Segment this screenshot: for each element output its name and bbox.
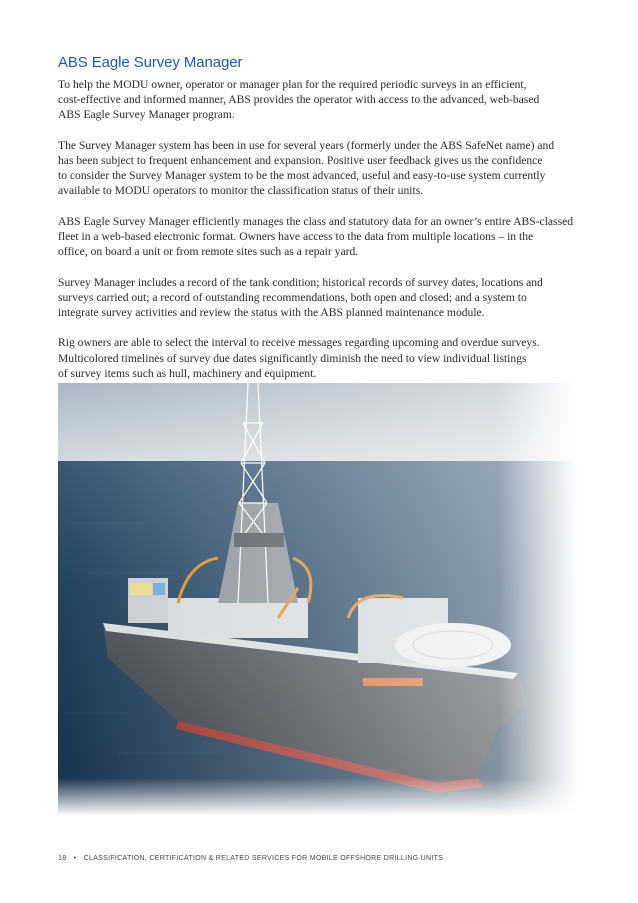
text-line: office, on board a unit or from remote sites such as a repair yard. xyxy=(58,245,359,259)
footer-bullet: • xyxy=(73,855,77,862)
footer-text: CLASSIFICATION, CERTIFICATION & RELATED SERVICES FOR MOBILE OFFSHORE DRILLING UNITS xyxy=(83,855,444,862)
paragraph-notifications xyxy=(58,335,598,381)
text-line: available to MODU operators to monitor the classification status of their units. xyxy=(58,184,424,198)
text-line: Multicolored timelines of survey due dates significantly diminish the need to view individual listings xyxy=(58,351,527,365)
page-footer xyxy=(58,855,443,862)
text-line: integrate survey activities and review the status with the ABS planned maintenance module. xyxy=(58,306,485,319)
paragraph-history xyxy=(58,138,598,199)
text-line: to consider the Survey Manager system to be the most advanced, useful and easy-to-use system currently xyxy=(58,169,546,183)
text-line: Survey Manager includes a record of the tank condition; historical records of survey dates, locations and xyxy=(58,275,543,289)
text-line: ABS Eagle Survey Manager efficiently manages the class and statutory data for an owner’s entire ABS-classed xyxy=(58,214,574,228)
drillship-photo xyxy=(58,383,578,816)
page-number: 18 xyxy=(58,855,67,862)
text-line: ABS Eagle Survey Manager program. xyxy=(58,108,235,122)
text-line: fleet in a web-based electronic format. Owners have access to the data from multiple locations – in the xyxy=(58,230,534,243)
section-title: ABS Eagle Survey Manager xyxy=(58,54,243,71)
text-line: cost-effective and informed manner, ABS provides the operator with access to the advanced, web-based xyxy=(58,93,540,107)
paragraph-records xyxy=(58,275,598,321)
text-line: surveys carried out; a record of outstanding recommendations, both open and closed; and a system to xyxy=(58,290,527,304)
text-line: of survey items such as hull, machinery and equipment. xyxy=(58,366,317,380)
text-line: has been subject to frequent enhancement and expansion. Positive user feedback gives us the confidence xyxy=(58,154,543,167)
text-line: The Survey Manager system has been in use for several years (formerly under the ABS SafeNet name) and xyxy=(58,138,555,152)
article-body xyxy=(58,77,598,396)
text-line: Rig owners are able to select the interval to receive messages regarding upcoming and overdue surveys. xyxy=(58,336,540,350)
paragraph-intro xyxy=(58,77,598,123)
text-line: To help the MODU owner, operator or manager plan for the required periodic surveys in an efficient, xyxy=(58,78,527,91)
paragraph-data-management xyxy=(58,214,598,260)
